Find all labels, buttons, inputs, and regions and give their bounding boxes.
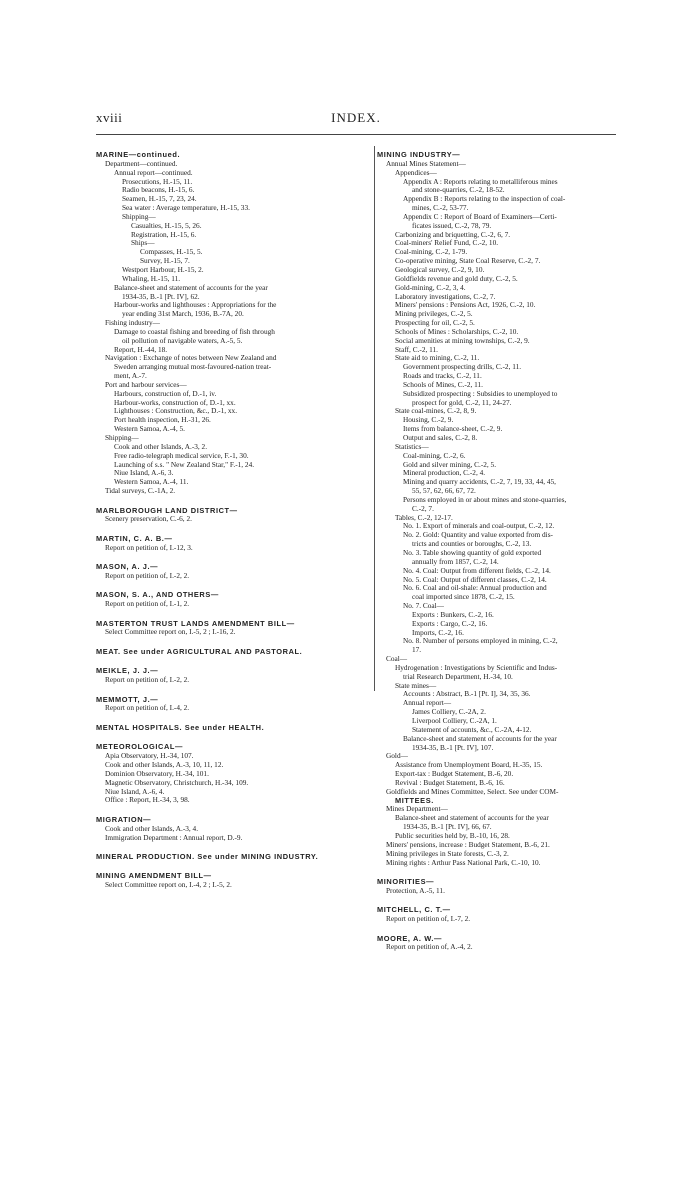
index-entry: Western Samoa, A.-4, 5. bbox=[114, 424, 185, 434]
index-entry: Schools of Mines, C.-2, 11. bbox=[403, 379, 483, 389]
index-heading: MINING INDUSTRY— bbox=[377, 150, 461, 159]
index-entry: Coal-mining, C.-2, 6. bbox=[403, 450, 466, 460]
index-entry: Select Committee report on, I.-5, 2 ; I.-16, 2. bbox=[105, 627, 236, 637]
page-header bbox=[96, 110, 616, 130]
index-entry: Coal-mining, C.-2, 1-79. bbox=[395, 247, 468, 257]
index-entry: Public securities held by, B.-10, 16, 28. bbox=[395, 830, 510, 840]
index-entry: Department—continued. bbox=[105, 158, 178, 168]
index-entry: Coal-miners' Relief Fund, C.-2, 10. bbox=[395, 238, 499, 248]
index-entry: 1934-35, B.-1 [Pt. IV], 107. bbox=[412, 742, 494, 752]
index-entry: ment, A.-7. bbox=[114, 371, 147, 381]
index-entry: 55, 57, 62, 66, 67, 72. bbox=[412, 486, 476, 496]
index-entry: Port and harbour services— bbox=[105, 379, 187, 389]
index-heading: MARLBOROUGH LAND DISTRICT— bbox=[96, 505, 238, 515]
index-entry: Cook and other Islands, A.-3, 4. bbox=[105, 823, 199, 833]
index-entry: Harbour-works and lighthouses : Appropriations for the bbox=[114, 300, 277, 310]
index-entry: Miners' pensions : Pensions Act, 1926, C.-2, 10. bbox=[395, 300, 536, 310]
index-heading: MENTAL HOSPITALS. See under HEALTH. bbox=[96, 722, 265, 732]
index-entry: Statistics— bbox=[395, 441, 429, 451]
index-entry: Scenery preservation, C.-6, 2. bbox=[105, 514, 192, 524]
index-entry: Report on petition of, I.-2, 2. bbox=[105, 570, 190, 580]
index-entry: Dominion Observatory, H.-34, 101. bbox=[105, 768, 209, 778]
index-entry: James Colliery, C.-2A, 2. bbox=[412, 707, 486, 717]
index-entry: Ships— bbox=[131, 238, 155, 248]
index-entry: Harbours, construction of, D.-1, iv. bbox=[114, 388, 217, 398]
index-entry: Co-operative mining, State Coal Reserve, C.-2, 7. bbox=[395, 256, 541, 266]
index-heading: MEAT. See under AGRICULTURAL AND PASTORAL. bbox=[96, 646, 303, 656]
index-entry: Output and sales, C.-2, 8. bbox=[403, 433, 478, 442]
index-entry: No. 1. Export of minerals and coal-output, C.-2, 12. bbox=[403, 521, 555, 531]
index-entry: Government prospecting drills, C.-2, 11. bbox=[403, 362, 522, 372]
index-entry: Shipping— bbox=[105, 433, 139, 442]
index-entry: Accounts : Abstract, B.-1 [Pt. I], 34, 35, 36. bbox=[403, 689, 531, 699]
index-entry: State mines— bbox=[395, 680, 437, 690]
index-entry: Prosecutions, H.-15, 11. bbox=[122, 176, 193, 186]
index-entry: Mining rights : Arthur Pass National Park, C.-10, 10. bbox=[386, 857, 541, 867]
index-heading: MARTIN, C. A. B.— bbox=[96, 533, 173, 543]
index-entry: Gold and silver mining, C.-2, 5. bbox=[403, 459, 497, 469]
column-divider bbox=[374, 146, 375, 691]
index-heading: MEMMOTT, J.— bbox=[96, 694, 159, 704]
index-entry: prospect for gold, C.-2, 11, 24-27. bbox=[412, 397, 512, 407]
index-entry: Items from balance-sheet, C.-2, 9. bbox=[403, 424, 503, 434]
index-entry: Export-tax : Budget Statement, B.-6, 20. bbox=[395, 769, 514, 779]
index-entry: Social amenities at mining townships, C.-2, 9. bbox=[395, 335, 530, 345]
index-entry: 17. bbox=[412, 645, 422, 655]
index-entry: Laboratory investigations, C.-2, 7. bbox=[395, 291, 496, 301]
index-entry: No. 3. Table showing quantity of gold exported bbox=[403, 547, 542, 557]
index-entry: Survey, H.-15, 7. bbox=[140, 256, 190, 266]
index-entry: Report on petition of, A.-4, 2. bbox=[386, 942, 473, 952]
index-entry: and stone-quarries, C.-2, 18-52. bbox=[412, 185, 505, 195]
index-entry: annually from 1857, C.-2, 14. bbox=[412, 556, 499, 566]
index-entry: Niue Island, A.-6, 4. bbox=[105, 786, 165, 796]
index-entry: Gold— bbox=[386, 751, 408, 761]
index-entry: Statement of accounts, &c., C.-2A, 4-12. bbox=[412, 724, 532, 734]
index-entry: Mines Department— bbox=[386, 804, 448, 814]
index-entry: Report on petition of, I.-2, 2. bbox=[105, 675, 190, 685]
index-entry: Select Committee report on, I.-4, 2 ; I.-5, 2. bbox=[105, 880, 232, 890]
index-entry: Seamen, H.-15, 7, 23, 24. bbox=[122, 194, 197, 204]
index-heading: MINERAL PRODUCTION. See under MINING INDUSTRY. bbox=[96, 851, 319, 861]
index-entry: Revival : Budget Statement, B.-6, 16. bbox=[395, 777, 505, 787]
index-entry: Navigation : Exchange of notes between New Zealand and bbox=[105, 353, 277, 363]
index-entry: Persons employed in or about mines and stone-quarries, bbox=[403, 494, 567, 504]
index-entry: No. 2. Gold: Quantity and value exported from dis- bbox=[403, 530, 553, 540]
index-entry: Mining and quarry accidents, C.-2, 7, 19, 33, 44, 45, bbox=[403, 477, 557, 487]
index-entry: Exports : Cargo, C.-2, 16. bbox=[412, 618, 488, 628]
index-entry: Liverpool Colliery, C.-2A, 1. bbox=[412, 716, 497, 725]
index-entry: Mineral production, C.-2, 4. bbox=[403, 468, 486, 478]
index-entry: Appendix C : Report of Board of Examiners—Certi- bbox=[403, 211, 557, 221]
index-entry: Western Samoa, A.-4, 11. bbox=[114, 477, 189, 487]
index-entry: No. 8. Number of persons employed in mining, C.-2, bbox=[403, 636, 558, 646]
index-heading: MEIKLE, J. J.— bbox=[96, 666, 159, 676]
index-entry: Tables, C.-2, 12-17. bbox=[395, 512, 453, 522]
header-rule bbox=[96, 134, 616, 135]
index-entry: Lighthouses : Construction, &c., D.-1, xx. bbox=[114, 406, 238, 416]
index-entry: Sea water : Average temperature, H.-15, 33. bbox=[122, 203, 250, 213]
index-entry: trial Research Department, H.-34, 10. bbox=[403, 671, 513, 681]
index-heading: MINORITIES— bbox=[377, 876, 435, 886]
index-entry: Prospecting for oil, C.-2, 5. bbox=[395, 318, 475, 328]
index-entry: No. 7. Coal— bbox=[403, 601, 444, 611]
index-entry: Balance-sheet and statement of accounts for the year bbox=[403, 733, 557, 743]
index-entry: State aid to mining, C.-2, 11. bbox=[395, 353, 480, 363]
index-entry: Schools of Mines : Scholarships, C.-2, 10. bbox=[395, 326, 519, 336]
index-entry: Annual report— bbox=[403, 698, 452, 708]
index-entry: Appendix A : Reports relating to metalliferous mines bbox=[403, 176, 558, 186]
index-entry: Imports, C.-2, 16. bbox=[412, 627, 464, 637]
index-heading: METEOROLOGICAL— bbox=[96, 742, 184, 752]
index-entry: Balance-sheet and statement of accounts for the year bbox=[395, 813, 549, 823]
left-index-column bbox=[96, 151, 370, 890]
index-heading: MASON, S. A., AND OTHERS— bbox=[96, 590, 219, 600]
index-entry: Cook and other Islands, A.-3, 10, 11, 12. bbox=[105, 760, 224, 770]
index-entry: Apia Observatory, H.-34, 107. bbox=[105, 751, 194, 761]
index-entry: Whaling, H.-15, 11. bbox=[122, 273, 181, 283]
index-entry: Report on petition of, I.-1, 2. bbox=[105, 599, 190, 609]
index-entry: Annual report—continued. bbox=[114, 167, 193, 177]
index-entry: Geological survey, C.-2, 9, 10. bbox=[395, 264, 485, 274]
index-entry: Mining privileges, C.-2, 5. bbox=[395, 309, 473, 319]
index-entry: Coal— bbox=[386, 654, 408, 664]
index-entry: Goldfields and Mines Committee, Select. See under COM- bbox=[386, 786, 559, 796]
index-entry: Assistance from Unemployment Board, H.-35, 15. bbox=[395, 760, 543, 770]
index-entry: Roads and tracks, C.-2, 11. bbox=[403, 371, 482, 381]
index-entry: ficates issued, C.-2, 78, 79. bbox=[412, 220, 492, 230]
index-heading: MIGRATION— bbox=[96, 814, 152, 824]
index-entry: Report on petition of, I.-4, 2. bbox=[105, 703, 190, 713]
index-entry: Casualties, H.-15, 5, 26. bbox=[131, 220, 202, 230]
index-entry: Fishing industry— bbox=[105, 318, 160, 328]
page-title: INDEX. bbox=[331, 110, 381, 125]
index-heading: MASON, A. J.— bbox=[96, 562, 159, 572]
index-entry: tricts and counties or boroughs, C.-2, 13. bbox=[412, 539, 532, 549]
index-entry: Balance-sheet and statement of accounts for the year bbox=[114, 282, 268, 292]
index-entry: C.-2, 7. bbox=[412, 503, 434, 513]
index-entry: Hydrogenation : Investigations by Scientific and Indus- bbox=[395, 662, 558, 672]
index-entry: Damage to coastal fishing and breeding of fish through bbox=[114, 326, 275, 336]
index-entry: Gold-mining, C.-2, 3, 4. bbox=[395, 282, 466, 292]
index-entry: Compasses, H.-15, 5. bbox=[140, 247, 203, 257]
index-entry: Report on petition of, I.-12, 3. bbox=[105, 542, 193, 552]
index-heading: MITTEES. bbox=[395, 795, 434, 805]
index-entry: Subsidized prospecting : Subsidies to unemployed to bbox=[403, 388, 558, 398]
index-entry: Launching of s.s. " New Zealand Star," F.-1, 24. bbox=[114, 459, 255, 469]
index-entry: Report on petition of, I.-7, 2. bbox=[386, 914, 471, 924]
index-entry: year ending 31st March, 1936, B.-7A, 20. bbox=[122, 309, 244, 319]
index-entry: No. 4. Coal: Output from different fields, C.-2, 14. bbox=[403, 565, 551, 575]
index-entry: Immigration Department : Annual report, D.-9. bbox=[105, 832, 243, 842]
index-entry: Radio beacons, H.-15, 6. bbox=[122, 185, 195, 195]
index-entry: Appendices— bbox=[395, 167, 437, 177]
index-entry: Registration, H.-15, 6. bbox=[131, 229, 197, 239]
index-entry: Exports : Bunkers, C.-2, 16. bbox=[412, 609, 494, 619]
index-heading: MITCHELL, C. T.— bbox=[377, 905, 451, 915]
index-heading: MOORE, A. W.— bbox=[377, 933, 443, 943]
index-entry: No. 6. Coal and oil-shale: Annual production and bbox=[403, 583, 547, 593]
index-entry: Housing, C.-2, 9. bbox=[403, 415, 454, 425]
index-entry: coal imported since 1878, C.-2, 15. bbox=[412, 592, 515, 602]
index-entry: 1934-35, B.-1 [Pt. IV], 66, 67. bbox=[403, 822, 492, 832]
index-entry: Carbonizing and briquetting, C.-2, 6, 7. bbox=[395, 229, 511, 239]
index-entry: Miners' pensions, increase : Budget Statement, B.-6, 21. bbox=[386, 839, 550, 849]
index-entry: Tidal surveys, C.-1A, 2. bbox=[105, 486, 176, 496]
index-entry: Magnetic Observatory, Christchurch, H.-34, 109. bbox=[105, 777, 249, 787]
index-heading: MASTERTON TRUST LANDS AMENDMENT BILL— bbox=[96, 618, 295, 628]
index-entry: Port health inspection, H.-31, 26. bbox=[114, 415, 211, 425]
index-entry: Westport Harbour, H.-15, 2. bbox=[122, 264, 204, 274]
index-entry: Report, H.-44, 18. bbox=[114, 344, 168, 354]
index-entry: No. 5. Coal: Output of different classes, C.-2, 14. bbox=[403, 574, 547, 584]
right-index-column bbox=[377, 151, 627, 952]
index-entry: State coal-mines, C.-2, 8, 9. bbox=[395, 406, 477, 416]
index-entry: Sweden arranging mutual most-favoured-nation treat- bbox=[114, 362, 272, 372]
index-entry: Protection, A.-5, 11. bbox=[386, 885, 445, 895]
index-entry: Annual Mines Statement— bbox=[386, 158, 466, 168]
index-entry: Goldfields revenue and gold duty, C.-2, 5. bbox=[395, 273, 518, 283]
index-entry: Harbour-works, construction of, D.-1, xx. bbox=[114, 397, 236, 407]
index-entry: Office : Report, H.-34, 3, 98. bbox=[105, 795, 190, 805]
index-entry: Staff, C.-2, 11. bbox=[395, 344, 438, 354]
index-entry: Appendix B : Reports relating to the inspection of coal- bbox=[403, 194, 566, 204]
index-entry: Shipping— bbox=[122, 211, 156, 221]
index-entry: Cook and other Islands, A.-3, 2. bbox=[114, 441, 208, 451]
index-heading: MINING AMENDMENT BILL— bbox=[96, 871, 212, 881]
index-entry: Free radio-telegraph medical service, F.-1, 30. bbox=[114, 450, 249, 460]
index-entry: mines, C.-2, 53-77. bbox=[412, 203, 469, 213]
page-number: xviii bbox=[96, 110, 123, 125]
index-heading: MARINE—continued. bbox=[96, 150, 181, 159]
index-entry: Mining privileges in State forests, C.-3, 2. bbox=[386, 848, 509, 858]
index-entry: 1934-35, B.-1 [Pt. IV], 62. bbox=[122, 291, 200, 301]
index-entry: oil pollution of navigable waters, A.-5, 5. bbox=[122, 335, 243, 345]
index-entry: Niue Island, A.-6, 3. bbox=[114, 468, 174, 478]
